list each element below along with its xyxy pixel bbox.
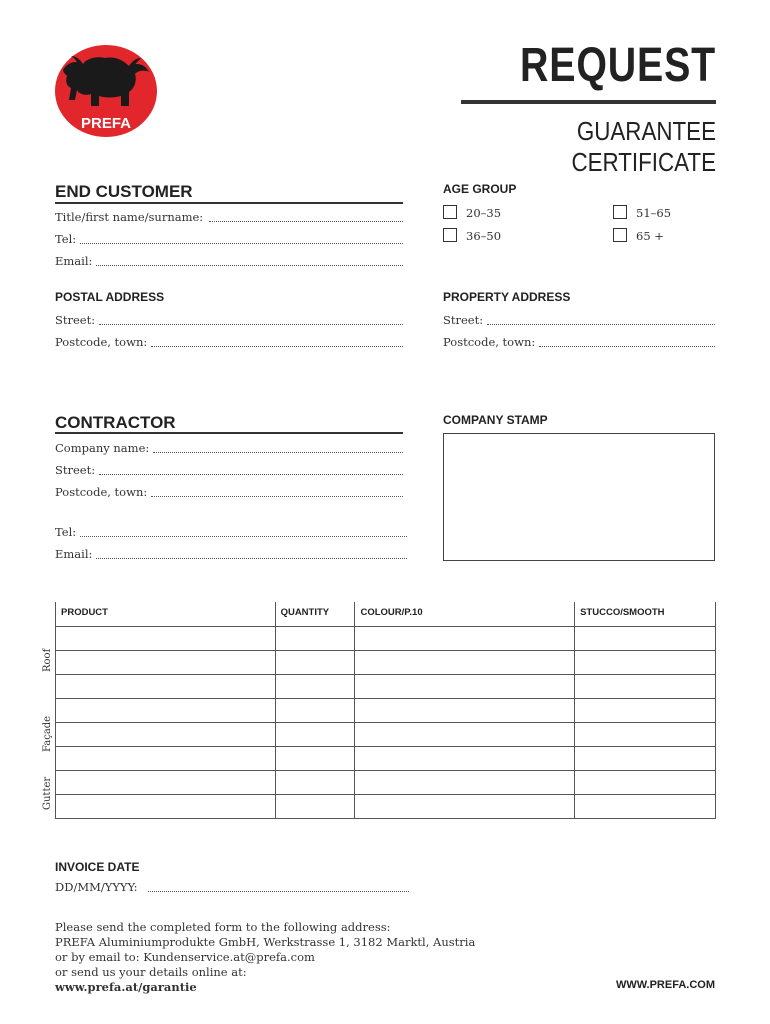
age-20-35-checkbox[interactable]: [443, 205, 457, 219]
quantity-column-header: QUANTITY: [275, 602, 355, 627]
end-customer-rule: [55, 202, 403, 204]
table-cell[interactable]: [355, 675, 575, 699]
age-36-50-label: 36–50: [466, 229, 502, 243]
table-cell[interactable]: [575, 627, 716, 651]
customer-tel-field[interactable]: [55, 232, 403, 246]
roof-group-label: Roof: [42, 648, 53, 672]
table-cell[interactable]: [56, 795, 276, 819]
footer-line-2: PREFA Aluminiumprodukte GmbH, Werkstrasse 1, 3182 Marktl, Austria: [55, 935, 476, 949]
table-cell[interactable]: [56, 699, 276, 723]
product-table: [55, 602, 716, 819]
table-cell[interactable]: [275, 699, 355, 723]
page-title: REQUEST: [519, 39, 716, 92]
company-stamp-box[interactable]: [443, 433, 715, 561]
invoice-date-field[interactable]: [55, 880, 409, 894]
table-cell[interactable]: [355, 747, 575, 771]
company-name-field[interactable]: [55, 441, 403, 455]
svg-text:PREFA: PREFA: [80, 115, 132, 132]
property-street-field[interactable]: [443, 313, 715, 327]
table-cell[interactable]: [56, 627, 276, 651]
stucco-column-header: STUCCO/SMOOTH: [575, 602, 716, 627]
table-cell[interactable]: [275, 771, 355, 795]
table-cell[interactable]: [575, 795, 716, 819]
product-table-header: [56, 602, 716, 627]
postal-street-field[interactable]: [55, 313, 403, 327]
title-rule: [461, 100, 716, 104]
postal-postcode-label: Postcode, town:: [55, 335, 148, 349]
footer-website[interactable]: WWW.PREFA.COM: [616, 979, 715, 991]
customer-email-label: Email:: [55, 254, 93, 268]
property-postcode-label: Postcode, town:: [443, 335, 536, 349]
table-cell[interactable]: [575, 675, 716, 699]
table-cell[interactable]: [355, 627, 575, 651]
gutter-group-label: Gutter: [42, 776, 53, 810]
contractor-postcode-label: Postcode, town:: [55, 485, 148, 499]
postal-street-label: Street:: [55, 313, 96, 327]
name-label: Title/first name/surname:: [55, 210, 204, 224]
table-cell[interactable]: [275, 723, 355, 747]
contractor-email-label: Email:: [55, 547, 93, 561]
end-customer-heading: END CUSTOMER: [55, 182, 193, 201]
age-51-65-checkbox[interactable]: [613, 205, 627, 219]
contractor-postcode-field[interactable]: [55, 485, 403, 499]
table-row: [56, 723, 716, 747]
contractor-email-field[interactable]: [55, 547, 407, 561]
table-cell[interactable]: [355, 723, 575, 747]
table-row: [56, 651, 716, 675]
contractor-tel-label: Tel:: [55, 525, 77, 539]
table-row: [56, 627, 716, 651]
table-cell[interactable]: [275, 747, 355, 771]
bull-logo-icon: [53, 44, 159, 138]
table-cell[interactable]: [575, 723, 716, 747]
footer-guarantee-link[interactable]: www.prefa.at/garantie: [55, 980, 197, 994]
product-column-header: PRODUCT: [56, 602, 276, 627]
property-address-heading: PROPERTY ADDRESS: [443, 290, 571, 304]
table-row: [56, 747, 716, 771]
table-cell[interactable]: [355, 651, 575, 675]
table-cell[interactable]: [275, 675, 355, 699]
table-cell[interactable]: [355, 771, 575, 795]
table-cell[interactable]: [56, 747, 276, 771]
property-street-label: Street:: [443, 313, 484, 327]
property-postcode-field[interactable]: [443, 335, 715, 349]
footer-line-4: or send us your details online at:: [55, 965, 247, 979]
table-cell[interactable]: [56, 675, 276, 699]
age-51-65-label: 51–65: [636, 206, 672, 220]
colour-column-header: COLOUR/P.10: [355, 602, 575, 627]
company-stamp-heading: COMPANY STAMP: [443, 413, 548, 427]
table-cell[interactable]: [355, 795, 575, 819]
table-cell[interactable]: [275, 651, 355, 675]
table-row: [56, 771, 716, 795]
page-subtitle: GUARANTEE CERTIFICATE: [571, 116, 716, 177]
prefa-logo: [53, 44, 159, 138]
table-cell[interactable]: [355, 699, 575, 723]
customer-email-field[interactable]: [55, 254, 403, 268]
name-field[interactable]: [55, 210, 403, 224]
table-cell[interactable]: [575, 771, 716, 795]
invoice-date-label: DD/MM/YYYY:: [55, 880, 138, 894]
table-cell[interactable]: [56, 771, 276, 795]
age-65-plus-label: 65 +: [636, 229, 664, 243]
invoice-date-heading: INVOICE DATE: [55, 860, 140, 874]
table-row: [56, 795, 716, 819]
footer-instructions: [55, 920, 475, 995]
table-cell[interactable]: [275, 795, 355, 819]
contractor-tel-field[interactable]: [55, 525, 407, 539]
table-cell[interactable]: [56, 723, 276, 747]
contractor-rule: [55, 432, 403, 434]
age-65-plus-checkbox[interactable]: [613, 228, 627, 242]
contractor-street-label: Street:: [55, 463, 96, 477]
customer-tel-label: Tel:: [55, 232, 77, 246]
table-cell[interactable]: [575, 747, 716, 771]
postal-postcode-field[interactable]: [55, 335, 403, 349]
age-group-heading: AGE GROUP: [443, 182, 517, 196]
table-cell[interactable]: [575, 651, 716, 675]
table-row: [56, 699, 716, 723]
age-20-35-label: 20–35: [466, 206, 502, 220]
table-cell[interactable]: [56, 651, 276, 675]
age-36-50-checkbox[interactable]: [443, 228, 457, 242]
contractor-heading: CONTRACTOR: [55, 413, 176, 432]
contractor-street-field[interactable]: [55, 463, 403, 477]
table-cell[interactable]: [575, 699, 716, 723]
facade-group-label: Façade: [42, 715, 53, 752]
table-cell[interactable]: [275, 627, 355, 651]
table-row: [56, 675, 716, 699]
company-name-label: Company name:: [55, 441, 150, 455]
footer-line-1: Please send the completed form to the following address:: [55, 920, 391, 934]
postal-address-heading: POSTAL ADDRESS: [55, 290, 165, 304]
footer-line-3: or by email to: Kundenservice.at@prefa.com: [55, 950, 315, 964]
